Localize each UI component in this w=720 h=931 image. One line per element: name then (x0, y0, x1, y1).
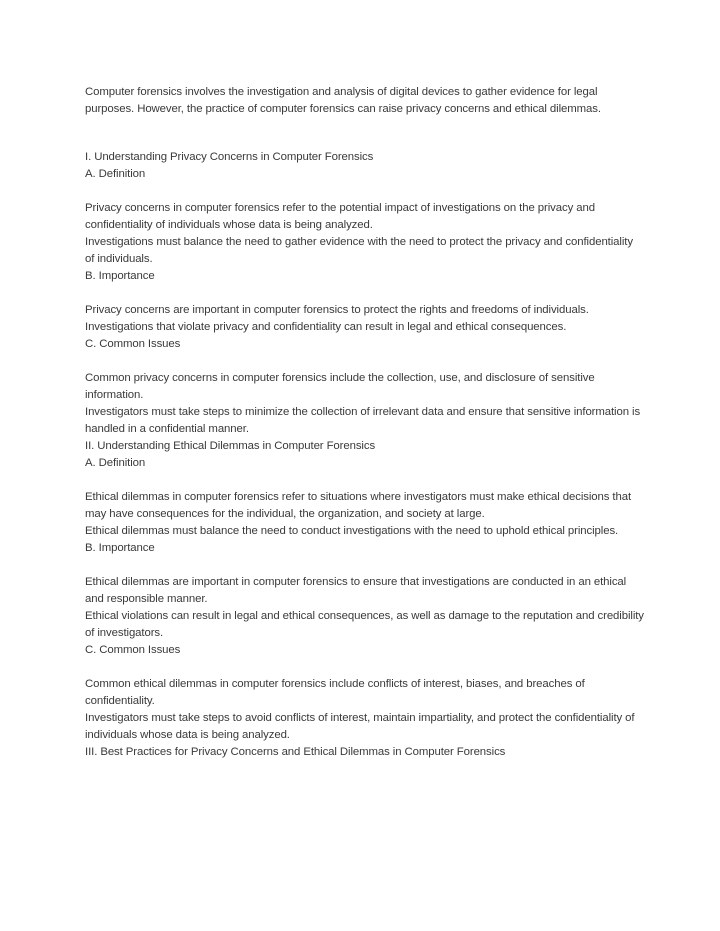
section-3-heading: III. Best Practices for Privacy Concerns and Ethical Dilemmas in Computer Forensics (85, 746, 506, 758)
spacer (85, 659, 645, 676)
section-1-b-paragraph-1: Privacy concerns are important in computer forensics to protect the rights and freedoms of individuals. (85, 304, 589, 316)
section-2-a-paragraph-1: Ethical dilemmas in computer forensics refer to situations where investigators must make ethical decisions that may have consequences for the individual, the organization, and society at large. (85, 491, 632, 520)
section-1-heading: I. Understanding Privacy Concerns in Computer Forensics (85, 151, 374, 163)
section-2-heading: II. Understanding Ethical Dilemmas in Computer Forensics (85, 440, 376, 452)
section-1-b-paragraph-2: Investigations that violate privacy and confidentiality can result in legal and ethical consequences. (85, 321, 567, 333)
section-1-a-label: A. Definition (85, 168, 146, 180)
spacer (85, 183, 645, 200)
section-1-c-paragraph-2: Investigators must take steps to minimize the collection of irrelevant data and ensure that sensitive information is handled in a confidential manner. (85, 406, 641, 435)
section-1-a-paragraph-2: Investigations must balance the need to gather evidence with the need to protect the privacy and confidentiality of individuals. (85, 236, 633, 265)
spacer (85, 557, 645, 574)
section-2-a-label: A. Definition (85, 457, 146, 469)
section-2-a-paragraph-2: Ethical dilemmas must balance the need to conduct investigations with the need to uphold ethical principles. (85, 525, 619, 537)
section-1-a-paragraph-1: Privacy concerns in computer forensics refer to the potential impact of investigations on the privacy and confidentiality of individuals whose data is being analyzed. (85, 202, 595, 231)
section-1-b-label: B. Importance (85, 270, 155, 282)
spacer (85, 285, 645, 302)
section-2-c-paragraph-1: Common ethical dilemmas in computer forensics include conflicts of interest, biases, and breaches of confidentiality. (85, 678, 585, 707)
section-1-c-paragraph-1: Common privacy concerns in computer forensics include the collection, use, and disclosure of sensitive information. (85, 372, 595, 401)
spacer (85, 472, 645, 489)
intro-paragraph: Computer forensics involves the investigation and analysis of digital devices to gather evidence for legal purposes. However, the practice of computer forensics can raise privacy concerns and ethical dilemmas. (85, 86, 601, 115)
section-2-b-paragraph-2: Ethical violations can result in legal and ethical consequences, as well as damage to the reputation and credibility of investigators. (85, 610, 644, 639)
section-2-b-label: B. Importance (85, 542, 155, 554)
spacer (85, 118, 645, 149)
spacer (85, 353, 645, 370)
section-1-c-label: C. Common Issues (85, 338, 181, 350)
section-2-b-paragraph-1: Ethical dilemmas are important in computer forensics to ensure that investigations are conducted in an ethical and responsible manner. (85, 576, 627, 605)
document-body (85, 84, 645, 761)
section-2-c-paragraph-2: Investigators must take steps to avoid conflicts of interest, maintain impartiality, and protect the confidentiality of individuals whose data is being analyzed. (85, 712, 635, 741)
section-2-c-label: C. Common Issues (85, 644, 181, 656)
